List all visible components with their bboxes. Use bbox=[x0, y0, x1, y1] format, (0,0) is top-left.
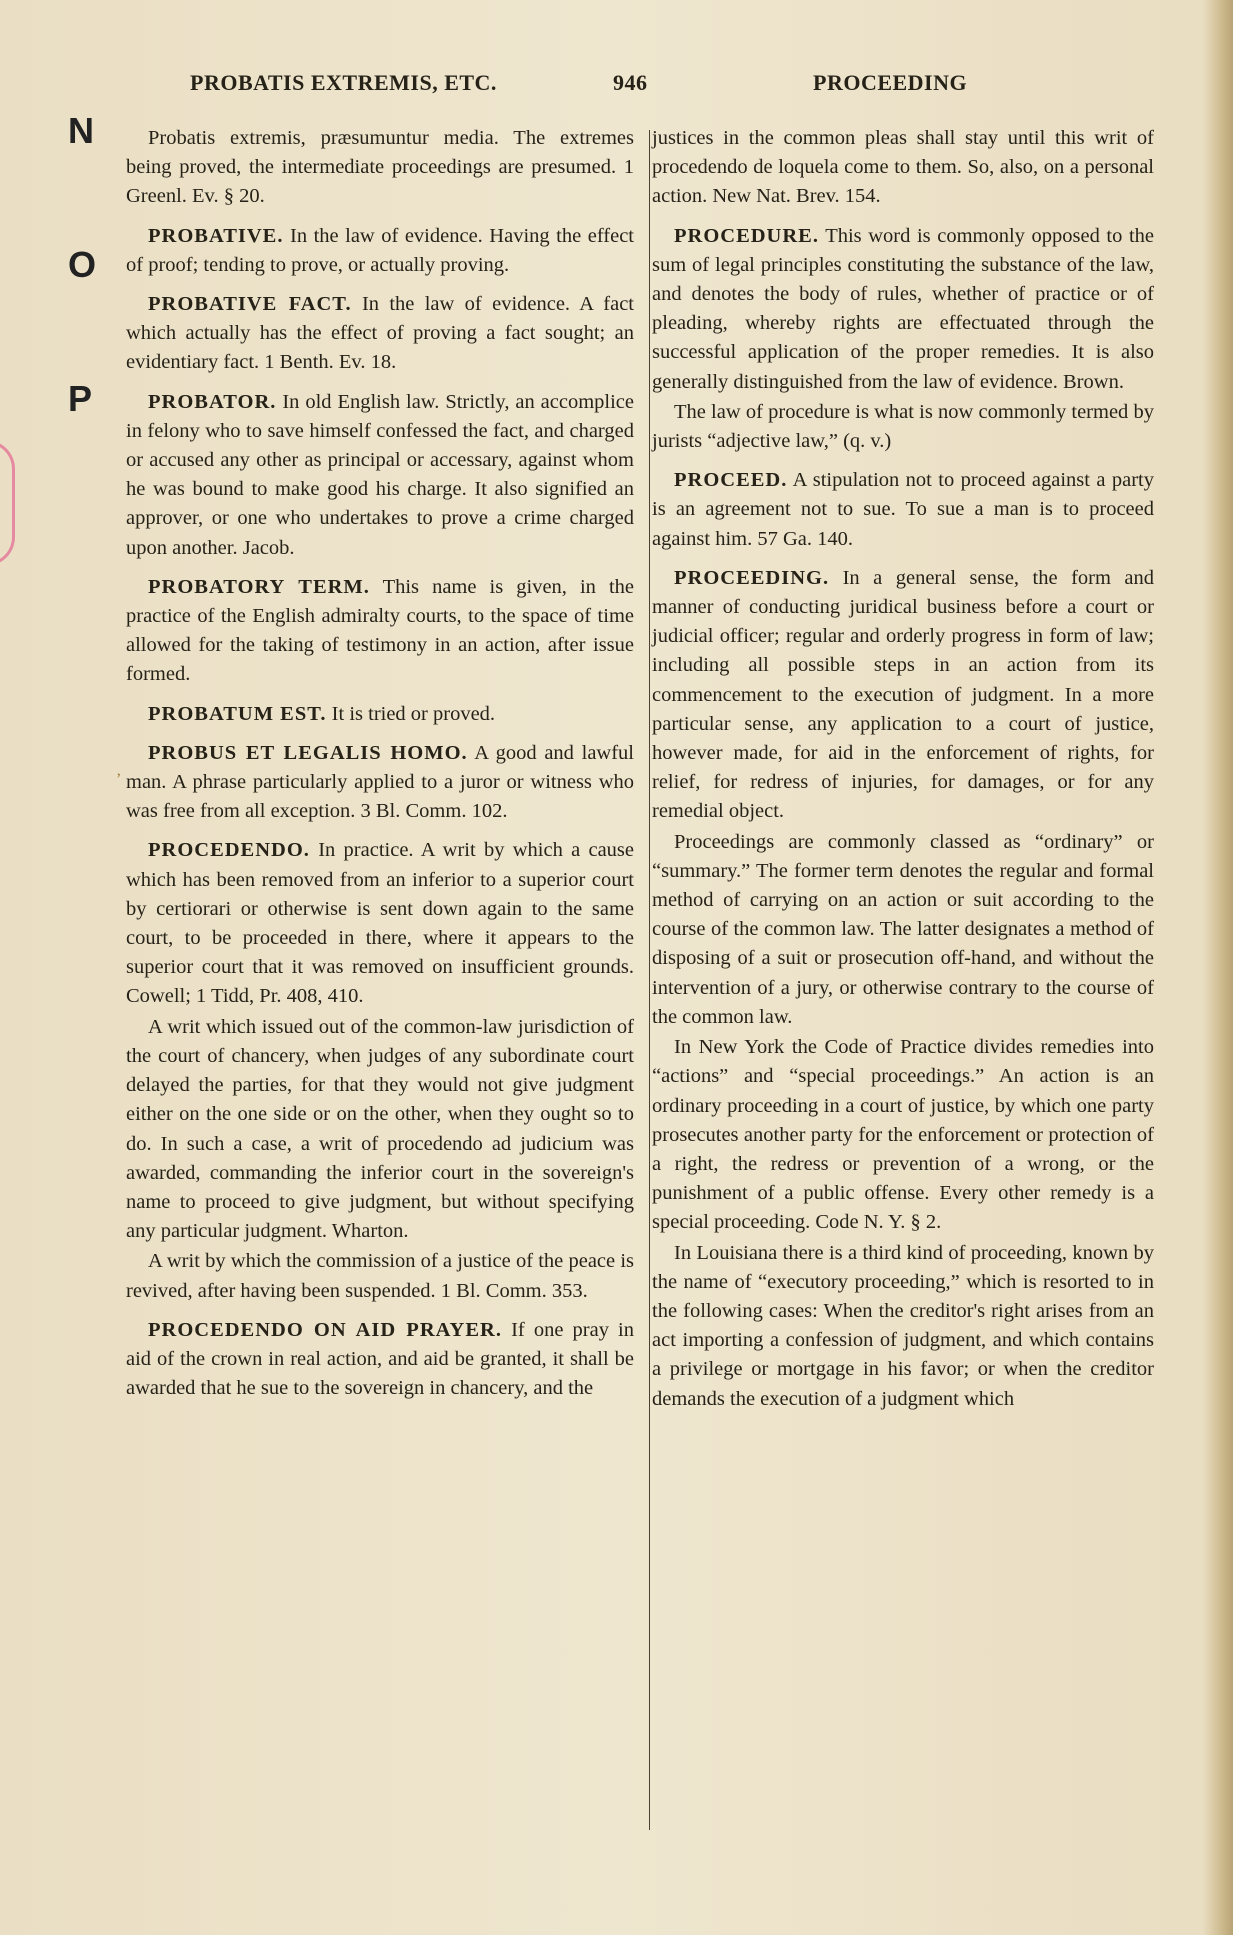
entry-procedendo-sense-2: A writ which issued out of the common-law jurisdiction of the court of chancery, when judges of any subordinate court delayed the parties, for that they would not give judgment either on the one side or on the other, when they ought so to do. In such a case, a writ of procedendo ad judicium was awarded, commanding the inferior court in the sovereign's name to proceed to give judgment, but without specifying any particular judgment. Wharton. bbox=[126, 1015, 634, 1243]
entry-probatis-extremis: Probatis extremis, præsumuntur media. The extremes being proved, the intermediate proceedings are presumed. 1 Greenl. Ev. § 20. bbox=[126, 127, 634, 208]
entry-procedendo-sense-3: A writ by which the commission of a justice of the peace is revived, after having been suspended. 1 Bl. Comm. 353. bbox=[126, 1250, 634, 1302]
margin-ink-mark bbox=[0, 440, 15, 566]
page-edge-shadow bbox=[1203, 0, 1233, 1935]
entry-probatory-term: PROBATORY TERM. This name is given, in the practice of the English admiralty courts, to the space of time allowed for the taking of testimony in an action, after issue formed. bbox=[126, 575, 634, 686]
right-column bbox=[652, 124, 1154, 1424]
thumb-index-p: P bbox=[68, 378, 93, 419]
entry-continuation: justices in the common pleas shall stay until this writ of procedendo de loquela come to them. So, also, on a personal action. New Nat. Brev. 154. bbox=[652, 127, 1154, 208]
entry-probative: PROBATIVE. In the law of evidence. Having the effect of proof; tending to prove, or actually proving. bbox=[126, 224, 634, 276]
entry-probator: PROBATOR. In old English law. Strictly, an accomplice in felony who to save himself confessed the fact, and charged or accused any other as principal or accessary, against whom he was bound to make good his charge. It also signified an approver, or one who undertakes to prove a crime charged upon another. Jacob. bbox=[126, 390, 635, 559]
running-header bbox=[130, 70, 1130, 104]
entry-proceed: PROCEED. A stipulation not to proceed against a party is an agreement not to sue. To sue a man is to proceed against him. 57 Ga. 140. bbox=[652, 469, 1154, 550]
page-number: 946 bbox=[613, 70, 648, 95]
entry-probative-fact: PROBATIVE FACT. In the law of evidence. A fact which actually has the effect of proving a fact sought; an evidentiary fact. 1 Benth. Ev. 18. bbox=[126, 293, 635, 374]
entry-proceeding: PROCEEDING. In a general sense, the form and manner of conducting juridical business before a court or judicial officer; regular and orderly progress in form of law; including all possible steps in an action from its commencement to the execution of judgment. In a more particular sense, any application to a court of justice, however made, for aid in the enforcement of rights, for relief, for redress of injuries, for damages, or for any remedial object. bbox=[652, 566, 1154, 823]
entry-proceeding-new-york: In New York the Code of Practice divides remedies into “actions” and “special proceedings.” An action is an ordinary proceeding in a court of justice, by which one party prosecutes another party for the enforcement or protection of a right, the redress or prevention of a wrong, or the punishment of a public offense. Every other remedy is a special proceeding. Code N. Y. § 2. bbox=[652, 1036, 1154, 1234]
entry-procedendo: PROCEDENDO. In practice. A writ by which a cause which has been removed from an inferior to a superior court by certiorari or otherwise is sent down again to the same court, to be proceeded in there, where it appears to the superior court that it was removed on insufficient grounds. Cowell; 1 Tidd, Pr. 408, 410. bbox=[126, 839, 634, 1008]
header-left-guide-word: PROBATIS EXTREMIS, ETC. bbox=[190, 70, 497, 95]
column-divider bbox=[649, 130, 650, 1830]
left-column bbox=[126, 124, 634, 1413]
thumb-index-o: O bbox=[68, 244, 97, 285]
entry-probus-et-legalis-homo: PROBUS ET LEGALIS HOMO. A good and lawful man. A phrase particularly applied to a juror or witness who was free from all exception. 3 Bl. Comm. 102. bbox=[126, 741, 634, 823]
entry-proceeding-louisiana: In Louisiana there is a third kind of proceeding, known by the name of “executory proceeding,” which is resorted to in the following cases: When the creditor's right arises from an act importing a confession of judgment, and which contains a privilege or mortgage in his favor; or when the creditor demands the execution of a judgment which bbox=[652, 1241, 1154, 1410]
entry-procedure: PROCEDURE. This word is commonly opposed to the sum of legal principles constituting the substance of the law, and denotes the body of rules, whether of practice or of pleading, whereby rights are effectuated through the successful application of the proper remedies. It is also generally distinguished from the law of evidence. Brown. bbox=[652, 224, 1154, 393]
entry-procedure-note: The law of procedure is what is now commonly termed by jurists “adjective law,” (q. v.) bbox=[652, 400, 1154, 453]
margin-mark: ’ bbox=[116, 771, 122, 788]
entry-proceeding-classes: Proceedings are commonly classed as “ordinary” or “summary.” The former term denotes the regular and formal method of carrying on an action or suit according to the course of the common law. The latter designates a method of disposing of a suit or prosecution off-hand, and without the intervention of a jury, or otherwise contrary to the course of the common law. bbox=[652, 830, 1154, 1028]
entry-procedendo-on-aid-prayer: PROCEDENDO ON AID PRAYER. If one pray in aid of the crown in real action, and aid be granted, it shall be awarded that he sue to the sovereign in chancery, and the bbox=[126, 1318, 634, 1400]
thumb-index-n: N bbox=[68, 110, 94, 151]
header-right-guide-word: PROCEEDING bbox=[813, 70, 968, 95]
entry-probatum-est: PROBATUM EST. It is tried or proved. bbox=[148, 702, 496, 725]
